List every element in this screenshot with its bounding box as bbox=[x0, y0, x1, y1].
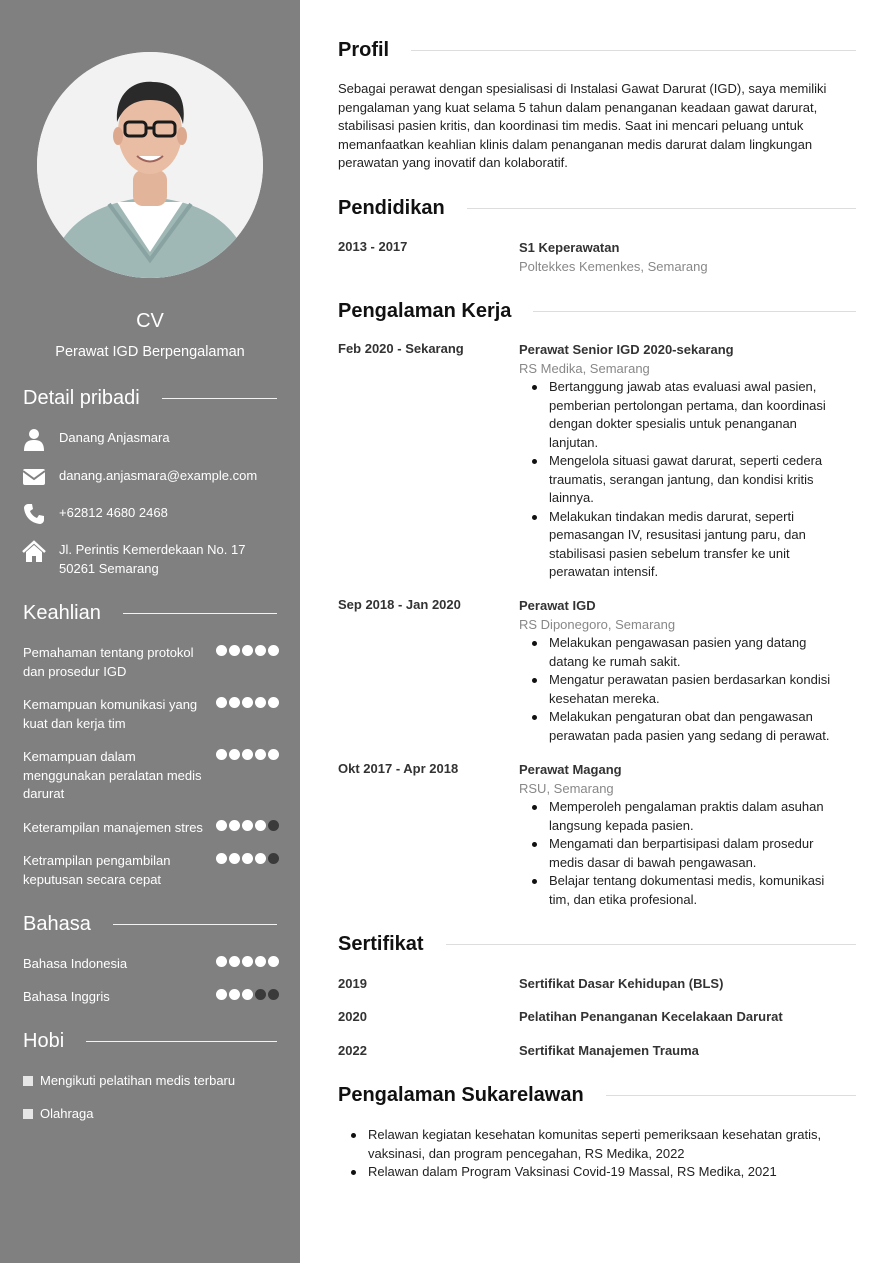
user-icon bbox=[22, 427, 46, 451]
language-item bbox=[23, 955, 279, 974]
volunteer-list bbox=[338, 1126, 853, 1182]
language-label: Bahasa Inggris bbox=[23, 989, 110, 1004]
skill-rating bbox=[216, 820, 279, 831]
skill-item bbox=[23, 819, 279, 838]
work-date: Feb 2020 - Sekarang bbox=[338, 341, 464, 356]
skill-rating bbox=[216, 853, 279, 864]
heading-divider bbox=[467, 208, 856, 209]
work-title: Perawat Senior IGD 2020-sekarang bbox=[519, 342, 734, 357]
work-heading bbox=[338, 300, 856, 323]
skills-heading bbox=[23, 602, 277, 625]
skill-label-line: Kemampuan komunikasi yang bbox=[23, 697, 198, 712]
education-heading-text: Pendidikan bbox=[338, 197, 445, 219]
personal-email-row bbox=[22, 465, 282, 489]
rating-dot-filled bbox=[255, 749, 266, 760]
bullet-line: stabilisasi pasien sebelum transfer ke unit bbox=[549, 545, 790, 561]
heading-divider bbox=[533, 311, 856, 312]
work-title: Perawat IGD bbox=[519, 598, 596, 613]
work-heading-text: Pengalaman Kerja bbox=[338, 300, 512, 322]
rating-dot-filled bbox=[268, 749, 279, 760]
skill-rating bbox=[216, 749, 279, 760]
rating-dot-filled bbox=[268, 645, 279, 656]
profile-line: pengalaman yang kuat selama 5 tahun dalam penanganan keadaan gawat darurat, bbox=[338, 99, 818, 115]
rating-dot-filled bbox=[216, 645, 227, 656]
bullet-line: datang ke rumah sakit. bbox=[549, 653, 681, 669]
profile-line: perawatan yang inovatif dan kolaboratif. bbox=[338, 155, 568, 171]
work-place: RS Medika, Semarang bbox=[519, 360, 650, 376]
bullet-line: dengan dokter spesialis untuk penanganan bbox=[549, 416, 797, 431]
bullet-line: langsung kepada pasien. bbox=[549, 817, 694, 833]
personal-heading bbox=[23, 387, 277, 410]
bullet-line: lainnya. bbox=[549, 490, 594, 505]
square-bullet-icon bbox=[23, 1076, 33, 1086]
hobbies-heading-text: Hobi bbox=[23, 1030, 65, 1052]
rating-dot-filled bbox=[242, 820, 253, 831]
bullet-line: Mengatur perawatan pasien berdasarkan kondisi bbox=[549, 672, 831, 687]
rating-dot-filled bbox=[242, 989, 253, 1000]
volunteer-line: Relawan kegiatan kesehatan komunitas seperti pemeriksaan kesehatan gratis, bbox=[368, 1127, 822, 1142]
rating-dot-filled bbox=[229, 956, 240, 967]
rating-dot-filled bbox=[255, 956, 266, 967]
work-date: Okt 2017 - Apr 2018 bbox=[338, 761, 459, 776]
work-bullet bbox=[519, 835, 853, 872]
rating-dot-filled bbox=[229, 820, 240, 831]
work-bullet bbox=[519, 671, 853, 708]
rating-dot-filled bbox=[216, 697, 227, 708]
education-place: Poltekkes Kemenkes, Semarang bbox=[519, 258, 708, 274]
work-bullet bbox=[519, 378, 853, 452]
bullet-line: pemasangan IV, resusitasi jantung paru, dan bbox=[549, 527, 806, 542]
profile-photo-image bbox=[37, 52, 263, 278]
envelope-icon bbox=[22, 465, 46, 489]
personal-phone: +62812 4680 2468 bbox=[59, 505, 168, 520]
rating-dot-filled bbox=[242, 645, 253, 656]
certificate-name: Sertifikat Dasar Kehidupan (BLS) bbox=[519, 976, 724, 991]
cv-subtitle: Perawat IGD Berpengalaman bbox=[55, 344, 245, 360]
certificates-heading-text: Sertifikat bbox=[338, 933, 424, 955]
personal-email: danang.anjasmara@example.com bbox=[59, 468, 258, 483]
hobby-item bbox=[23, 1073, 235, 1088]
skills-heading-text: Keahlian bbox=[23, 602, 101, 624]
skill-item bbox=[23, 696, 279, 733]
rating-dot-empty bbox=[255, 989, 266, 1000]
rating-dot-filled bbox=[242, 956, 253, 967]
skill-item bbox=[23, 644, 279, 681]
bullet-line: traumatis, serangan jantung, dan kondisi kritis bbox=[549, 471, 814, 487]
skill-item bbox=[23, 748, 279, 804]
work-bullet bbox=[519, 508, 853, 582]
skill-label-line: darurat bbox=[23, 786, 65, 801]
heading-divider bbox=[162, 398, 277, 399]
hobby-item bbox=[23, 1106, 93, 1121]
heading-divider bbox=[411, 50, 856, 51]
rating-dot-filled bbox=[216, 956, 227, 967]
profile-line: Sebagai perawat dengan spesialisasi di Instalasi Gawat Darurat (IGD), saya memiliki bbox=[338, 81, 827, 96]
work-place: RSU, Semarang bbox=[519, 780, 614, 796]
certificate-name: Pelatihan Penanganan Kecelakaan Darurat bbox=[519, 1009, 783, 1024]
hobby-label: Olahraga bbox=[40, 1106, 94, 1121]
bullet-line: perawatan intensif. bbox=[549, 564, 659, 579]
rating-dot-filled bbox=[255, 645, 266, 656]
rating-dot-filled bbox=[268, 697, 279, 708]
skill-label-line: Keterampilan manajemen stres bbox=[23, 820, 203, 835]
language-rating bbox=[216, 956, 279, 967]
square-bullet-icon bbox=[23, 1109, 33, 1119]
language-label: Bahasa Indonesia bbox=[23, 956, 128, 971]
volunteer-item bbox=[338, 1126, 853, 1163]
bullet-line: Melakukan pengawasan pasien yang datang bbox=[549, 635, 807, 650]
work-bullet bbox=[519, 872, 853, 909]
work-bullet bbox=[519, 798, 853, 835]
bullet-line: pemberian pertolongan pertama, dan koordinasi bbox=[549, 397, 826, 413]
bullet-line: Melakukan pengaturan obat dan pengawasan bbox=[549, 709, 813, 724]
bullet-line: medis dasar di bawah pengawasan. bbox=[549, 854, 757, 870]
rating-dot-filled bbox=[216, 820, 227, 831]
skill-label-line: Pemahaman tentang protokol bbox=[23, 645, 194, 660]
certificates-heading bbox=[338, 933, 856, 956]
skill-label bbox=[23, 852, 213, 889]
heading-divider bbox=[446, 944, 856, 945]
rating-dot-filled bbox=[229, 645, 240, 656]
language-item bbox=[23, 988, 279, 1007]
certificate-year: 2022 bbox=[338, 1043, 367, 1058]
work-bullets bbox=[519, 378, 853, 582]
rating-dot-filled bbox=[229, 749, 240, 760]
bullet-line: Mengamati dan berpartisipasi dalam prosedur bbox=[549, 836, 814, 851]
profile-photo bbox=[37, 52, 263, 278]
skill-label-line: dan prosedur IGD bbox=[23, 663, 127, 679]
certificate-name: Sertifikat Manajemen Trauma bbox=[519, 1043, 699, 1058]
heading-divider bbox=[123, 613, 277, 614]
certificate-year: 2020 bbox=[338, 1009, 367, 1024]
rating-dot-filled bbox=[255, 820, 266, 831]
work-bullet bbox=[519, 452, 853, 508]
skill-label-line: Ketrampilan pengambilan bbox=[23, 853, 171, 868]
profile-heading-text: Profil bbox=[338, 39, 390, 61]
hobby-label: Mengikuti pelatihan medis terbaru bbox=[40, 1073, 236, 1088]
skill-rating bbox=[216, 697, 279, 708]
rating-dot-empty bbox=[268, 853, 279, 864]
work-body bbox=[519, 597, 853, 745]
skill-label-line: Kemampuan dalam bbox=[23, 749, 136, 764]
skill-label bbox=[23, 644, 213, 681]
skill-label-line: menggunakan peralatan medis bbox=[23, 767, 202, 783]
cv-title: CV bbox=[136, 310, 164, 332]
work-bullet bbox=[519, 708, 853, 745]
rating-dot-filled bbox=[229, 989, 240, 1000]
profile-summary bbox=[338, 80, 853, 173]
skill-item bbox=[23, 852, 279, 889]
bullet-line: perawatan pada pasien yang sedang di perawat. bbox=[549, 727, 830, 743]
personal-address-row bbox=[22, 540, 282, 578]
work-bullets bbox=[519, 798, 853, 909]
hobbies-heading bbox=[23, 1030, 277, 1053]
work-title: Perawat Magang bbox=[519, 762, 622, 777]
work-date: Sep 2018 - Jan 2020 bbox=[338, 597, 461, 612]
bullet-line: Bertanggung jawab atas evaluasi awal pasien, bbox=[549, 379, 817, 394]
rating-dot-filled bbox=[229, 697, 240, 708]
skill-label bbox=[23, 819, 213, 838]
certificate-year: 2019 bbox=[338, 976, 367, 991]
volunteer-heading-text: Pengalaman Sukarelawan bbox=[338, 1084, 584, 1106]
rating-dot-filled bbox=[242, 853, 253, 864]
rating-dot-filled bbox=[216, 989, 227, 1000]
skill-label bbox=[23, 696, 213, 733]
rating-dot-empty bbox=[268, 820, 279, 831]
rating-dot-filled bbox=[242, 749, 253, 760]
rating-dot-filled bbox=[216, 749, 227, 760]
rating-dot-filled bbox=[268, 956, 279, 967]
heading-divider bbox=[86, 1041, 277, 1042]
sidebar bbox=[0, 0, 300, 1263]
personal-address bbox=[59, 541, 245, 578]
bullet-line: Melakukan tindakan medis darurat, seperti bbox=[549, 508, 794, 524]
rating-dot-filled bbox=[229, 853, 240, 864]
work-body bbox=[519, 341, 853, 582]
personal-phone-row bbox=[22, 502, 282, 526]
volunteer-item bbox=[338, 1163, 853, 1182]
education-title: S1 Keperawatan bbox=[519, 240, 620, 255]
personal-heading-text: Detail pribadi bbox=[23, 387, 140, 409]
skill-rating bbox=[216, 645, 279, 656]
bullet-line: kesehatan mereka. bbox=[549, 690, 660, 706]
address-line-2: 50261 Semarang bbox=[59, 560, 159, 576]
personal-name: Danang Anjasmara bbox=[59, 430, 170, 445]
home-icon bbox=[22, 540, 46, 564]
languages-heading bbox=[23, 913, 277, 936]
work-body bbox=[519, 761, 853, 909]
education-heading bbox=[338, 197, 856, 220]
volunteer-heading bbox=[338, 1084, 856, 1107]
bullet-line: tim, dan etika profesional. bbox=[549, 891, 698, 907]
rating-dot-filled bbox=[242, 697, 253, 708]
profile-line: stabilisasi pasien kritis, dan koordinasi tim medis. Saat ini mencari peluang untuk bbox=[338, 118, 804, 134]
education-date: 2013 - 2017 bbox=[338, 239, 408, 254]
bullet-line: Mengelola situasi gawat darurat, seperti cedera bbox=[549, 453, 823, 468]
languages-heading-text: Bahasa bbox=[23, 913, 91, 935]
language-rating bbox=[216, 989, 279, 1000]
skill-label-line: kuat dan kerja tim bbox=[23, 715, 126, 731]
skill-label-line: keputusan secara cepat bbox=[23, 871, 162, 887]
volunteer-line: Relawan dalam Program Vaksinasi Covid-19 Massal, RS Medika, 2021 bbox=[368, 1164, 777, 1179]
volunteer-line: vaksinasi, dan program pencegahan, RS Medika, 2022 bbox=[368, 1145, 685, 1161]
phone-icon bbox=[22, 502, 46, 526]
work-bullets bbox=[519, 634, 853, 745]
personal-name-row bbox=[22, 427, 282, 451]
profile-line: memanfaatkan keahlian klinis dalam penanganan medis darurat dalam lingkungan bbox=[338, 136, 813, 152]
education-body bbox=[519, 239, 853, 276]
skill-label bbox=[23, 748, 213, 804]
profile-heading bbox=[338, 39, 856, 62]
bullet-line: Memperoleh pengalaman praktis dalam asuhan bbox=[549, 799, 824, 814]
work-place: RS Diponegoro, Semarang bbox=[519, 616, 676, 632]
bullet-line: lanjutan. bbox=[549, 434, 599, 450]
work-bullet bbox=[519, 634, 853, 671]
bullet-line: Belajar tentang dokumentasi medis, komunikasi bbox=[549, 873, 825, 888]
rating-dot-filled bbox=[216, 853, 227, 864]
rating-dot-filled bbox=[255, 697, 266, 708]
rating-dot-filled bbox=[255, 853, 266, 864]
address-line-1: Jl. Perintis Kemerdekaan No. 17 bbox=[59, 542, 246, 557]
heading-divider bbox=[113, 924, 277, 925]
rating-dot-empty bbox=[268, 989, 279, 1000]
heading-divider bbox=[606, 1095, 856, 1096]
